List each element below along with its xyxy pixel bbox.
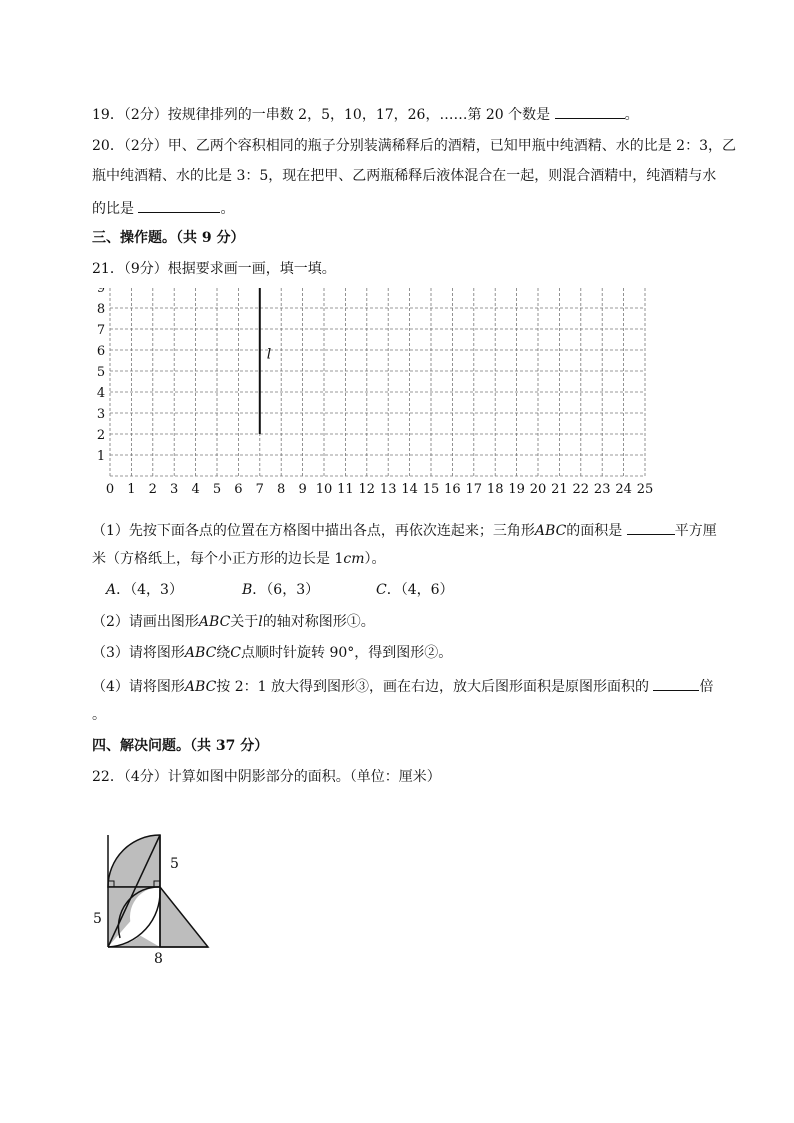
x-tick-label: 24 [615,482,632,497]
q21-part3 [92,644,452,662]
section-heading-4: 四、解决问题。（共 37 分） [92,738,269,754]
text: 倍 [699,679,714,695]
y-tick-label: 7 [96,323,106,338]
label-top-5: 5 [170,856,179,872]
question-21 [92,260,336,278]
answer-blank[interactable] [653,676,699,691]
x-tick-label: 6 [234,482,243,497]
x-tick-label: 5 [212,482,222,497]
y-tick-label: 5 [96,365,106,380]
section-heading-3: 三、操作题。（共 9 分） [92,230,245,246]
y-tick-label: 9 [96,288,106,296]
answer-blank[interactable] [627,520,675,535]
question-text: 的比是 [92,201,134,217]
point-a [106,581,183,599]
y-tick-label: 8 [96,302,106,317]
question-19 [92,104,639,124]
point-name: C [230,645,242,661]
x-tick-label: 8 [277,482,286,497]
punctuation: 。 [624,107,639,123]
q21-part4-end: 。 [92,707,106,723]
coordinate-grid[interactable] [92,288,662,510]
x-tick-label: 10 [315,482,333,497]
point-b [242,581,319,599]
shaded-quarter-top [108,835,160,887]
text: （3）请将图形 [92,645,185,661]
triangle-name: ABC [198,614,231,630]
y-tick-label: 6 [96,344,106,359]
shaded-right-triangle [160,887,208,947]
x-tick-label: 1 [127,482,136,497]
x-tick-label: 23 [593,482,611,497]
shaded-area-figure [90,820,230,970]
question-text: （2分）甲、乙两个容积相同的瓶子分别装满稀释后的酒精，已知甲瓶中纯酒精、水的比是 2：3，乙 [123,138,736,154]
question-number: 21． [92,261,124,277]
point-label: C [376,582,387,598]
line-name: l [258,614,263,630]
q21-part4 [92,676,713,696]
question-20-line1 [92,137,736,155]
x-tick-label: 19 [508,482,525,497]
line-l-label: l [266,346,272,363]
q21-part1-line1 [92,520,717,540]
text: 关于 [230,614,259,630]
y-tick-label: 2 [96,428,106,443]
triangle-name: ABC [184,679,217,695]
point-coord: ．（4，3） [116,582,183,598]
x-tick-label: 12 [358,482,376,497]
x-tick-label: 11 [337,482,354,497]
text: 的面积是 [566,523,623,539]
point-coord: ．（6，3） [252,582,320,598]
x-tick-label: 14 [401,482,418,497]
x-tick-label: 15 [422,482,440,497]
answer-blank[interactable] [138,198,220,213]
triangle-name: ABC [184,645,217,661]
text: 绕 [216,645,231,661]
punctuation: 。 [220,201,235,217]
x-tick-label: 0 [105,482,115,497]
question-number: 19． [92,107,124,123]
x-tick-label: 17 [465,482,483,497]
text: 米（方格纸上，每个小正方形的边长是 1 [92,551,344,567]
grid-svg [92,288,662,510]
x-tick-label: 4 [191,482,200,497]
x-tick-label: 13 [379,482,397,497]
label-bottom-8: 8 [154,951,163,967]
x-tick-label: 7 [255,482,264,497]
text: 平方厘 [674,523,717,539]
figure-svg [90,820,230,970]
point-coord: ．（4，6） [386,582,454,598]
q21-part1-line2 [92,550,385,568]
question-text: （9分）根据要求画一画，填一填。 [123,261,336,277]
text: 点顺时针旋转 90°，得到图形②。 [241,645,453,661]
text: （1）先按下面各点的位置在方格图中描出各点，再依次连起来；三角形 [92,523,535,539]
point-label: B [242,582,253,598]
question-number: 22． [92,769,124,785]
y-tick-label: 4 [96,386,106,401]
unit: cm [343,551,365,567]
x-tick-label: 3 [170,482,179,497]
y-tick-label: 1 [96,449,106,464]
label-left-5: 5 [93,911,102,927]
text: （2）请画出图形 [92,614,199,630]
text: 按 2：1 放大得到图形③，画在右边，放大后图形面积是原图形面积的 [216,679,650,695]
question-20-line2: 瓶中纯酒精、水的比是 3：5，现在把甲、乙两瓶稀释后液体混合在一起，则混合酒精中，纯酒精与水 [92,168,717,184]
text: 的轴对称图形①。 [262,614,375,630]
text: ）。 [364,551,386,567]
question-text: （2分）按规律排列的一串数 2，5，10，17，26，……第 20 个数是 [123,107,551,123]
x-tick-label: 21 [551,482,568,497]
question-20-line3 [92,198,234,218]
question-22 [92,768,441,786]
y-tick-label: 3 [96,407,106,422]
question-text: （4分）计算如图中阴影部分的面积。（单位：厘米） [123,769,441,785]
x-tick-label: 18 [486,482,504,497]
triangle-name: ABC [534,523,567,539]
x-tick-label: 22 [572,482,590,497]
answer-blank[interactable] [555,104,625,119]
point-label: A [106,582,117,598]
x-tick-label: 25 [636,482,654,497]
x-tick-label: 2 [148,482,157,497]
question-number: 20． [92,138,124,154]
x-tick-label: 9 [298,482,307,497]
x-tick-label: 20 [529,482,547,497]
q21-part2 [92,613,375,631]
x-tick-label: 16 [444,482,461,497]
point-c [376,581,454,599]
text: （4）请将图形 [92,679,185,695]
